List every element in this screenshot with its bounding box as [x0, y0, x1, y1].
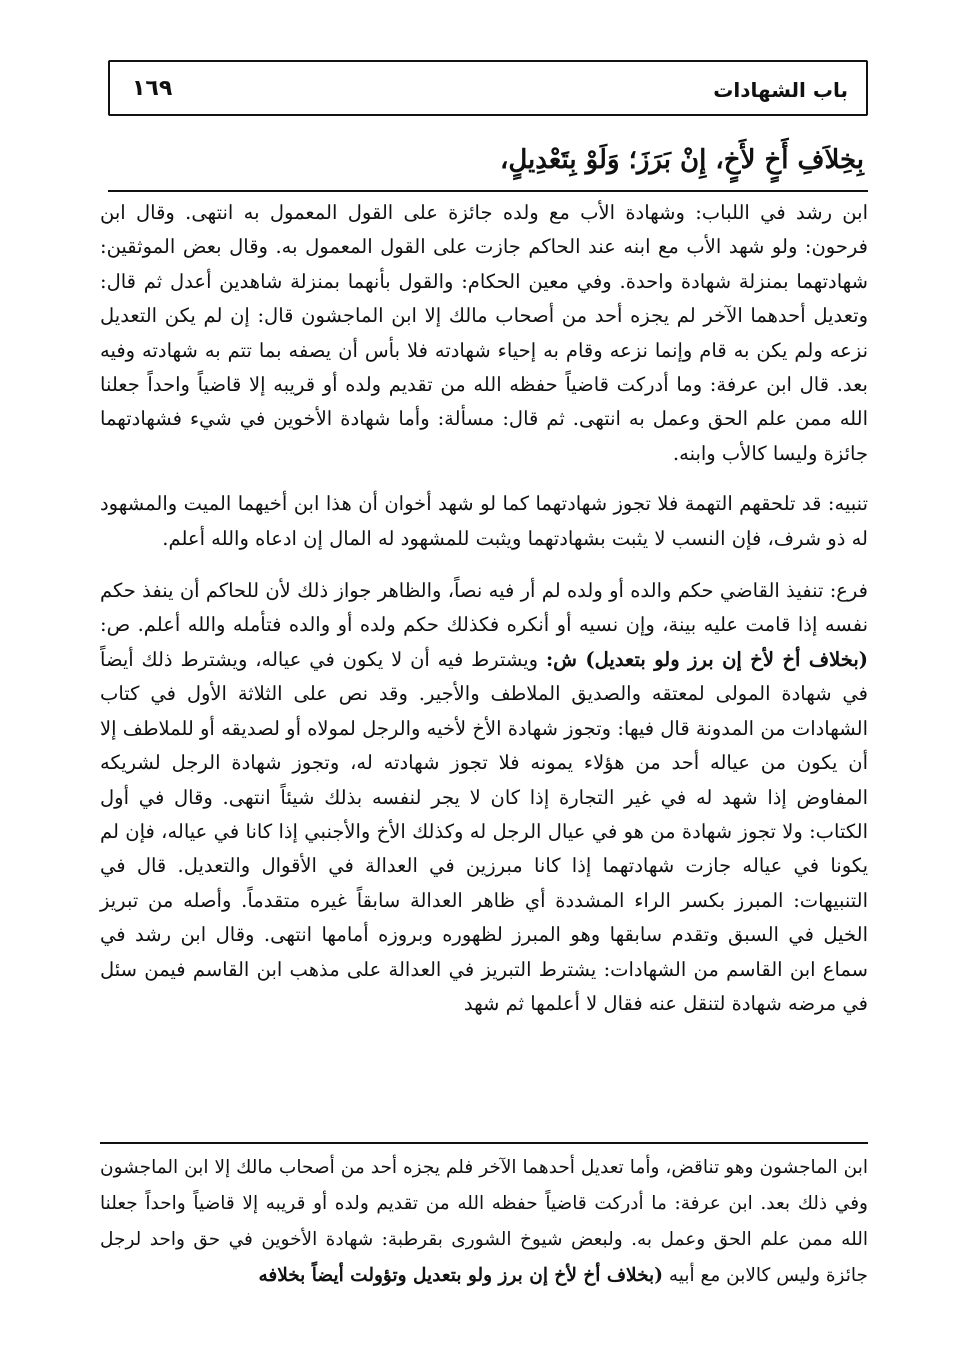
separator-rule: [108, 190, 868, 192]
paragraph-3-text-start: فرع: تنفيذ القاضي حكم والده أو ولده لم أر فيه نصاً، والظاهر جواز ذلك لأن للحاكم أن ينفذ حكم نفسه إذا قامت عليه بينة، وإن نسيه أو أنكره فكذلك حكم ولده أو والده فتأمله والله أعلم. ص:: [100, 579, 868, 637]
commentary-paragraph-1: ابن رشد في اللباب: وشهادة الأب مع ولده جائزة على القول المعمول به انتهى. وقال ابن فرحون: ولو شهد الأب مع ابنه عند الحاكم جازت على القول المعمول به. وقال بعض الموثقين: شهادتهما بمنزلة شهادة واحدة. وفي معين الحكام: والقول بأنهما بمنزلة شاهدين أعدل ثم قال: وتعديل أحدهما الآخر لم يجزه أحد من أصحاب مالك إلا ابن الماجشون قال: إن لم يكن التعديل نزعه ولم يكن به قام وإنما نزعه وقام به إحياء شهادته فلا بأس أن يصفه بما تتم به شهادته وفيه بعد. قال ابن عرفة: وما أدركت قاضياً حفظه الله من تقديم ولده أو قريبه إلا قاضياً واحداً جعلنا الله ممن علم الحق وعمل به انتهى. ثم قال: مسألة: وأما شهادة الأخوين في شيء فشهادتهما جائزة وليسا كالأب وابنه.: [100, 201, 868, 465]
commentary-body: [100, 196, 868, 1039]
footnote-text: ابن الماجشون وهو تناقض، وأما تعديل أحدهما الآخر فلم يجزه أحد من أصحاب مالك إلا ابن الماجشون وفي ذلك بعد. ابن عرفة: ما أدركت قاضياً حفظه الله من تقديم ولده أو قريبه إلا قاضياً واحداً جعلنا الله ممن علم الحق وعمل به. ولبعض شيوخ الشورى بقرطبة: شهادة الأخوين في حق واحد لرجل جائزة وليس كالابن مع أبيه: [100, 1157, 868, 1286]
footnote-quoted-matn: (بخلاف أخ لأخ إن برز ولو بتعديل وتؤولت أيضاً بخلافه: [258, 1265, 663, 1286]
commentary-paragraph-2: تنبيه: قد تلحقهم التهمة فلا تجوز شهادتهما كما لو شهد أخوان أن هذا ابن أخيهما الميت والمشهود له ذو شرف، فإن النسب لا يثبت بشهادتهما ويثبت للمشهود له المال إن ادعاه والله أعلم.: [100, 492, 868, 550]
footnote-section: [100, 1150, 868, 1294]
footnote-separator: [100, 1142, 868, 1144]
footnote-paragraph: [100, 1150, 868, 1294]
chapter-title: باب الشهادات: [713, 78, 848, 102]
quoted-matn: (بخلاف أخ لأخ إن برز ولو بتعديل) ش:: [545, 647, 868, 671]
commentary-paragraph-3: [100, 574, 868, 1021]
paragraph-3-text-end: ويشترط فيه أن لا يكون في عياله، ويشترط ذلك أيضاً في شهادة المولى لمعتقه والصديق الملاطف والأجير. وقد نص على الثلاثة الأول في كتاب الشهادات من المدونة قال فيها: وتجوز شهادة الأخ لأخيه والرجل لمولاه أو لصديقه أو للملاطف إلا أن يكون من عياله أحد من هؤلاء يمونه فلا تجوز شهادته له، وتجوز شهادة الرجل لشريكه المفاوض إذا شهد له في غير التجارة إذا كان لا يجر لنفسه بذلك شيئاً انتهى. وقال في أول الكتاب: ولا تجوز شهادة من هو في عيال الرجل له وكذلك الأخ والأجنبي إذا كانا في عياله، فإن لم يكونا في عياله جازت شهادتهما إذا كانا مبرزين في العدالة في الأقوال والتعديل. قال في التنبيهات: المبرز بكسر الراء المشددة أي ظاهر العدالة سابقاً غيره متقدماً. وأصله من تبريز الخيل في السبق وتقدم سابقها وهو المبرز لظهوره وبروزه أمامها انتهى. وقال ابن رشد في سماع ابن القاسم من الشهادات: يشترط التبريز في العدالة على مذهب ابن القاسم فيمن سئل في مرضه شهادة لتنقل عنه فقال لا أعلمها ثم شهد: [100, 647, 868, 1015]
matn-text: بِخِلاَفِ أَخٍ لأَخٍ، إِنْ بَرَزَ؛ وَلَوْ بِتَعْدِيلٍ،: [499, 145, 864, 175]
page-header: [108, 60, 868, 116]
page-number: ١٦٩: [132, 76, 173, 101]
